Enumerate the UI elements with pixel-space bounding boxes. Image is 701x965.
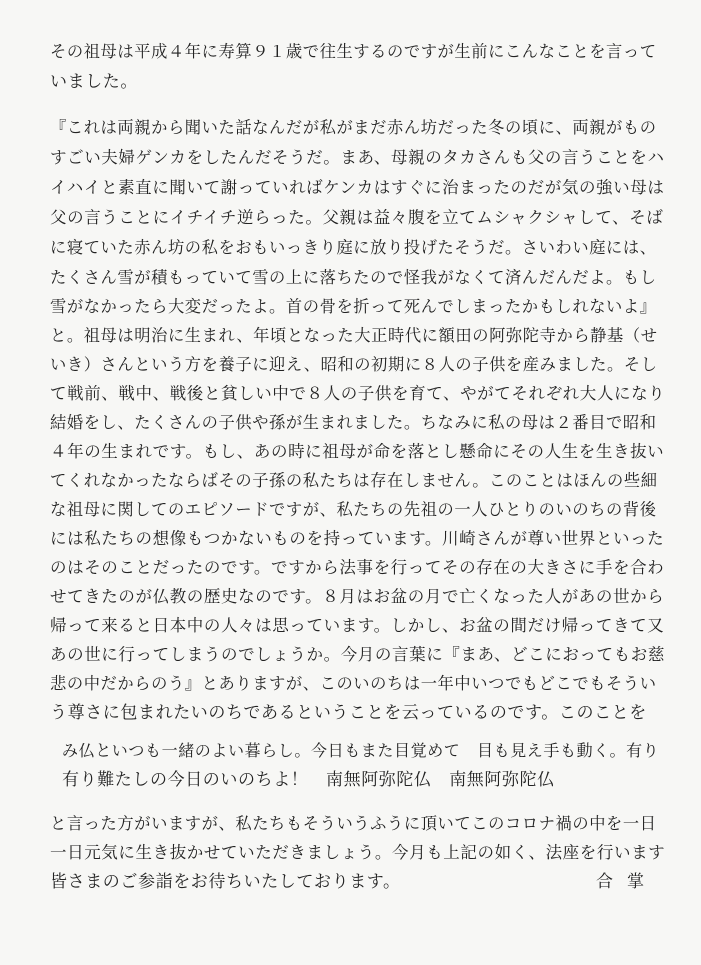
paragraph-2-line-16: のはそのことだったのです。ですから法事を行ってその存在の大きさに手を合わ xyxy=(50,558,665,577)
paragraph-2-line-1: 『これは両親から聞いた話なんだが私がまだ赤ん坊だった冬の頃に、両親がもの xyxy=(50,118,657,137)
paragraph-2-line-11: 結婚をし、たくさんの子供や孫が生まれました。ちなみに私の母は２番目で昭和 xyxy=(50,413,657,432)
paragraph-2-line-14: な祖母に関してのエピソードですが、私たちの先祖の一人ひとりのいのちの背後 xyxy=(50,500,657,519)
paragraph-1-line-2: いました。 xyxy=(50,72,138,92)
paragraph-2-line-19: あの世に行ってしまうのでしょうか。今月の言葉に『まあ、どこにおってもお慈 xyxy=(50,645,665,664)
quote-line-1: み仏といつも一緒のよい暮らし。今日もまた目覚めて 目も見え手も動く。有り xyxy=(62,741,660,760)
paragraph-2-line-6: たくさん雪が積もっていて雪の上に落ちたので怪我がなくて済んだんだよ。もし xyxy=(50,268,657,287)
paragraph-3-line-1: と言った方がいますが、私たちもそういうふうに頂いてこのコロナ禍の中を一日 xyxy=(50,814,657,833)
paragraph-2-line-2: すごい夫婦ゲンカをしたんだそうだ。まあ、母親のタカさんも父の言うことをハ xyxy=(50,148,665,167)
paragraph-2-line-12: ４年の生まれです。もし、あの時に祖母が命を落とし懸命にその人生を生き抜い xyxy=(50,442,665,461)
paragraph-2-line-7: 雪がなかったら大変だったよ。首の骨を折って死んでしまったかもしれないよ』 xyxy=(50,297,657,316)
paragraph-3-line-2: 一日元気に生き抜かせていただきましょう。今月も上記の如く、法座を行います xyxy=(50,843,666,862)
paragraph-2-line-21: う尊さに包まれたいのちであるということを云っているのです。このことを xyxy=(50,703,647,723)
paragraph-2-line-3: イハイと素直に聞いて謝っていればケンカはすぐに治まったのだが気の強い母は xyxy=(50,178,665,197)
paragraph-2-line-4: 父の言うことにイチイチ逆らった。父親は益々腹を立てムシャクシャして、そば xyxy=(50,208,664,227)
paragraph-2-line-9: いき）さんという方を養子に迎え、昭和の初期に８人の子供を産みました。そし xyxy=(50,355,658,374)
paragraph-2-line-20: 悲の中だからのう』とありますが、このいのちは一年中いつでもどこでもそうい xyxy=(50,674,657,693)
paragraph-2-line-10: て戦前、戦中、戦後と貧しい中で８人の子供を育て、やがてそれぞれ大人になり xyxy=(50,384,666,403)
paragraph-3-line-3: 皆さまのご参詣をお待ちいたしております。 xyxy=(50,872,401,892)
paragraph-2-line-5: に寝ていた赤ん坊の私をおもいっきり庭に放り投げたそうだ。さいわい庭には、 xyxy=(50,238,657,257)
paragraph-2-line-15: には私たちの想像もつかないものを持っています。川崎さんが尊い世界といった xyxy=(50,529,665,548)
paragraph-2-line-13: てくれなかったならばその子孫の私たちは存在しません。このことはほんの些細 xyxy=(50,471,658,490)
closing-gassho: 合掌 xyxy=(596,872,658,892)
quote-line-2: 有り難たしの今日のいのちよ！ 南無阿弥陀仏 南無阿弥陀仏 xyxy=(62,770,555,790)
paragraph-2-line-8: と。祖母は明治に生まれ、年頃となった大正時代に額田の阿弥陀寺から静基（せ xyxy=(50,326,658,345)
paragraph-1-line-1: その祖母は平成４年に寿算９１歳で往生するのですが生前にこんなことを言って xyxy=(50,42,657,61)
paragraph-2-line-18: 帰って来ると日本中の人々は思っています。しかし、お盆の間だけ帰ってきて又 xyxy=(50,616,665,635)
paragraph-2-line-17: せてきたのが仏教の歴史なのです。８月はお盆の月で亡くなった人があの世から xyxy=(50,587,665,606)
